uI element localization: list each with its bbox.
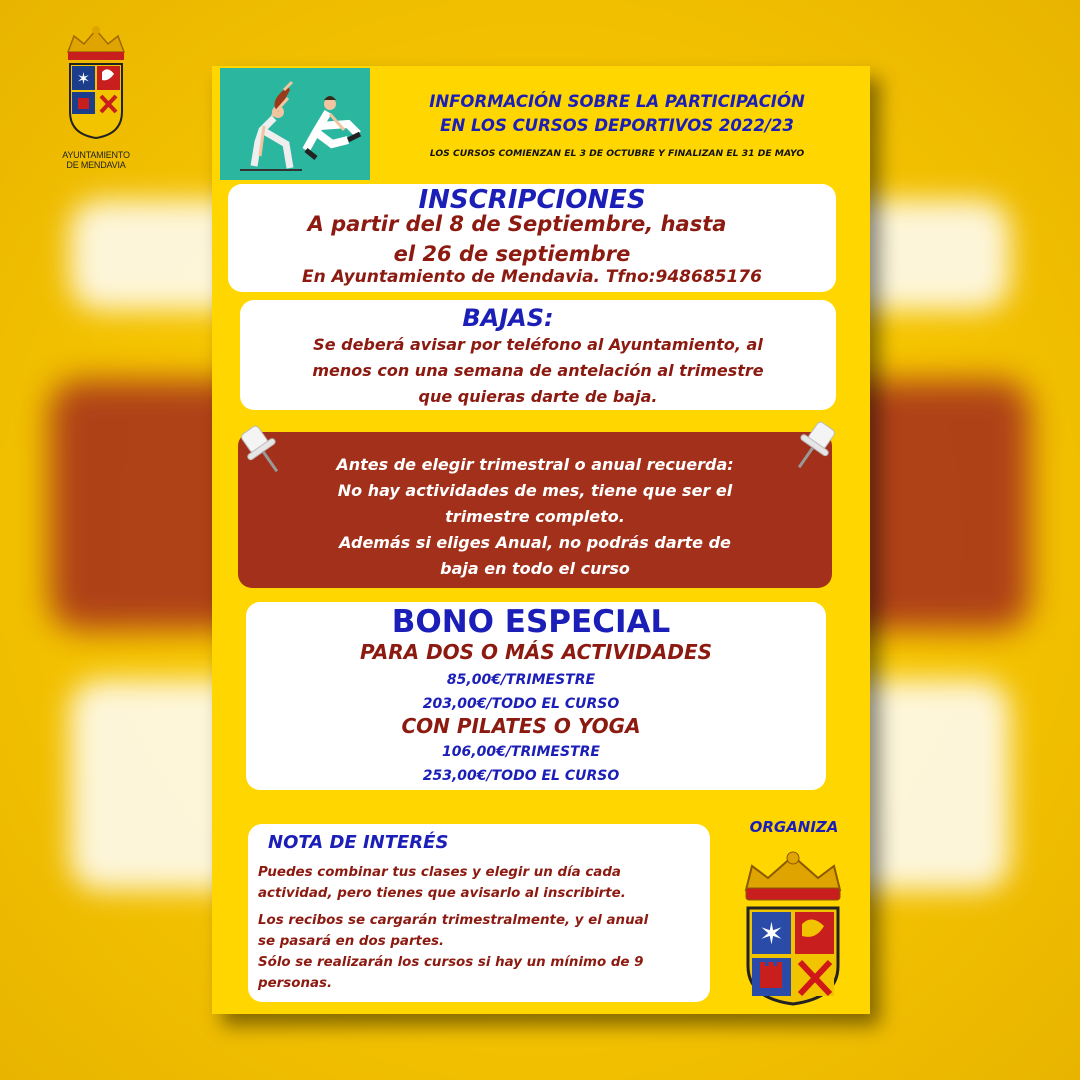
- poster-header: [372, 90, 862, 159]
- bajas-box: [240, 300, 836, 410]
- nota-p3-line2: personas.: [258, 976, 333, 991]
- reminder-line4: Además si eliges Anual, no podrás darte de: [339, 533, 731, 552]
- bajas-heading: BAJAS:: [462, 304, 554, 332]
- poster: [212, 66, 870, 1014]
- nota-box: [248, 824, 710, 1002]
- svg-text:✶: ✶: [76, 69, 91, 88]
- bajas-line1: Se deberá avisar por teléfono al Ayuntamiento, al: [313, 335, 763, 354]
- nota-p1: [258, 862, 626, 904]
- bono-prices-a: [246, 668, 796, 716]
- exercise-illustration: [220, 68, 370, 180]
- svg-text:✶: ✶: [758, 917, 785, 952]
- bono-prices-b: [246, 740, 796, 788]
- crest-caption-line1: AYUNTAMIENTO: [62, 150, 130, 160]
- reminder-box: [238, 432, 832, 588]
- inscripciones-line3: En Ayuntamiento de Mendavia. Tfno:948685176: [302, 267, 762, 287]
- course-dates-subtitle: LOS CURSOS COMIENZAN EL 3 DE OCTUBRE Y FINALIZAN EL 31 DE MAYO: [429, 148, 805, 159]
- crest-caption-line2: DE MENDAVIA: [66, 160, 126, 170]
- nota-p2: [258, 910, 648, 952]
- reminder-text: [238, 452, 832, 582]
- pushpin-left-icon: [230, 418, 294, 482]
- reminder-line2: No hay actividades de mes, tiene que ser el: [337, 481, 733, 500]
- bono-heading: BONO ESPECIAL: [391, 604, 671, 640]
- municipal-crest-logo: [60, 22, 132, 170]
- bono-sub1: PARA DOS O MÁS ACTIVIDADES: [359, 640, 713, 664]
- crest-caption: [60, 150, 132, 170]
- reminder-line5: baja en todo el curso: [440, 559, 630, 578]
- bono-box: [246, 602, 826, 790]
- nota-p3: [258, 952, 644, 994]
- bono-sub2: CON PILATES O YOGA: [401, 714, 641, 738]
- bajas-line3: que quieras darte de baja.: [418, 387, 658, 406]
- crest-emblem-icon: [60, 22, 132, 142]
- nota-p2-line2: se pasará en dos partes.: [258, 934, 445, 949]
- reminder-line3: trimestre completo.: [445, 507, 625, 526]
- bono-price-trimestre: 85,00€/TRIMESTRE: [446, 672, 596, 688]
- nota-p1-line1: Puedes combinar tus clases y elegir un día cada: [258, 865, 621, 880]
- inscripciones-heading: INSCRIPCIONES: [418, 185, 646, 215]
- bajas-line2: menos con una semana de antelación al trimestre: [312, 361, 764, 380]
- inscripciones-line2: el 26 de septiembre: [393, 242, 631, 266]
- bono-price-curso: 203,00€/TODO EL CURSO: [422, 696, 620, 712]
- nota-p3-line1: Sólo se realizarán los cursos si hay un mínimo de 9: [258, 955, 644, 970]
- nota-heading: NOTA DE INTERÉS: [268, 832, 449, 853]
- inscripciones-line1: A partir del 8 de Septiembre, hasta: [307, 212, 727, 236]
- stretching-people-icon: [220, 68, 370, 180]
- pushpin-right-icon: [782, 414, 846, 478]
- organiza-label: ORGANIZA: [749, 818, 839, 836]
- inscripciones-box: [228, 184, 836, 292]
- organiza-crest-icon: [738, 848, 848, 1008]
- title-line-2: EN LOS CURSOS DEPORTIVOS 2022/23: [440, 116, 794, 135]
- bono-price-pilates-trimestre: 106,00€/TRIMESTRE: [442, 744, 600, 760]
- nota-p1-line2: actividad, pero tienes que avisarlo al inscribirte.: [258, 886, 626, 901]
- reminder-line1: Antes de elegir trimestral o anual recuerda:: [336, 455, 734, 474]
- nota-p2-line1: Los recibos se cargarán trimestralmente, y el anual: [258, 913, 649, 928]
- bono-price-pilates-curso: 253,00€/TODO EL CURSO: [422, 768, 620, 784]
- title-line-1: INFORMACIÓN SOBRE LA PARTICIPACIÓN: [429, 92, 805, 111]
- bajas-text: [240, 332, 836, 410]
